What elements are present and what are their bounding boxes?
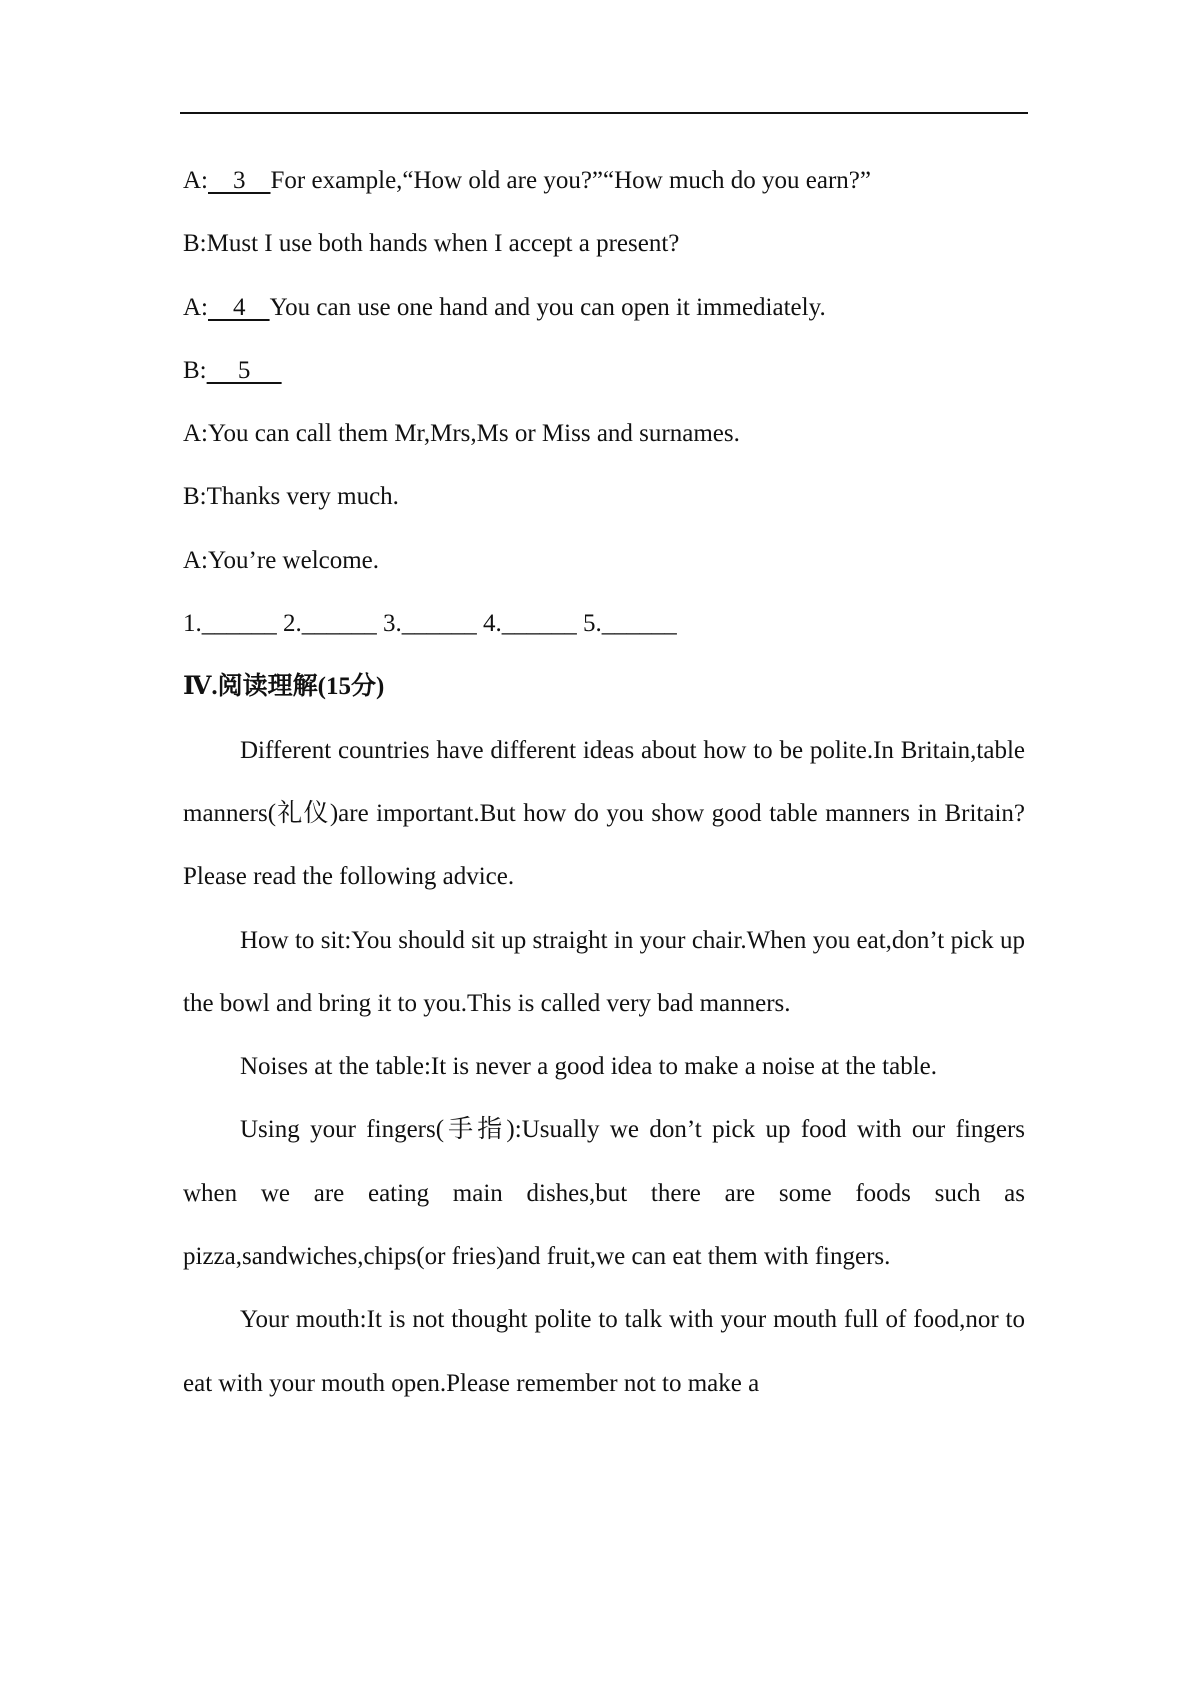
reading-paragraph: Different countries have different ideas about how to be polite.In Britain,table manners(礼仪)are important.But how do you show good table manners in Britain?Please read the following advice.: [183, 736, 1025, 891]
speaker: B:: [183, 356, 207, 384]
reading-paragraph: How to sit:You should sit up straight in your chair.When you eat,don’t pick up the bowl and bring it to you.This is called very bad manners.: [183, 926, 1025, 1017]
dialogue-line: [183, 212, 1025, 275]
answer-line: 1.______ 2.______ 3.______ 4.______ 5.______: [183, 610, 677, 638]
dialogue-line: [183, 465, 1025, 528]
dialogue-text: For example,“How old are you?”“How much do you earn?”: [270, 167, 871, 194]
dialogue-line: [183, 339, 1025, 402]
reading-paragraph: Your mouth:It is not thought polite to talk with your mouth full of food,nor to eat with your mouth open.Please remember not to make a: [183, 1306, 1025, 1397]
speaker: A:: [183, 293, 208, 321]
reading-paragraph: Noises at the table:It is never a good idea to make a noise at the table.: [240, 1053, 937, 1081]
dialogue-line: [183, 149, 1025, 212]
dialogue-text: Must I use both hands when I accept a present?: [206, 230, 680, 258]
speaker: A:: [183, 420, 208, 448]
document-content: [183, 149, 1025, 1415]
speaker: A:: [183, 546, 208, 574]
header-rule: [180, 112, 1028, 114]
speaker: B:: [183, 230, 207, 258]
speaker: B:: [183, 483, 207, 511]
section-title: Ⅳ.阅读理解(15分): [183, 673, 385, 701]
reading-paragraph: Using your fingers(手指):Usually we don’t pick up food with our fingers when we are eating main dishes,but there are some foods such as pizza,sandwiches,chips(or fries)and fruit,we can eat them with fingers.: [183, 1116, 1025, 1271]
dialogue-text: You can call them Mr,Mrs,Ms or Miss and surnames.: [208, 420, 740, 448]
dialogue-line: [183, 402, 1025, 465]
answer-blank: 4: [208, 293, 270, 321]
dialogue-line: [183, 276, 1025, 339]
dialogue-line: [183, 529, 1025, 592]
answer-blank: 3: [208, 167, 271, 194]
answer-blank: 5: [206, 356, 282, 384]
dialogue-text: Thanks very much.: [206, 483, 399, 511]
dialogue-text: You can use one hand and you can open it immediately.: [269, 293, 826, 321]
speaker: A:: [183, 167, 208, 194]
dialogue-text: You’re welcome.: [208, 546, 380, 574]
